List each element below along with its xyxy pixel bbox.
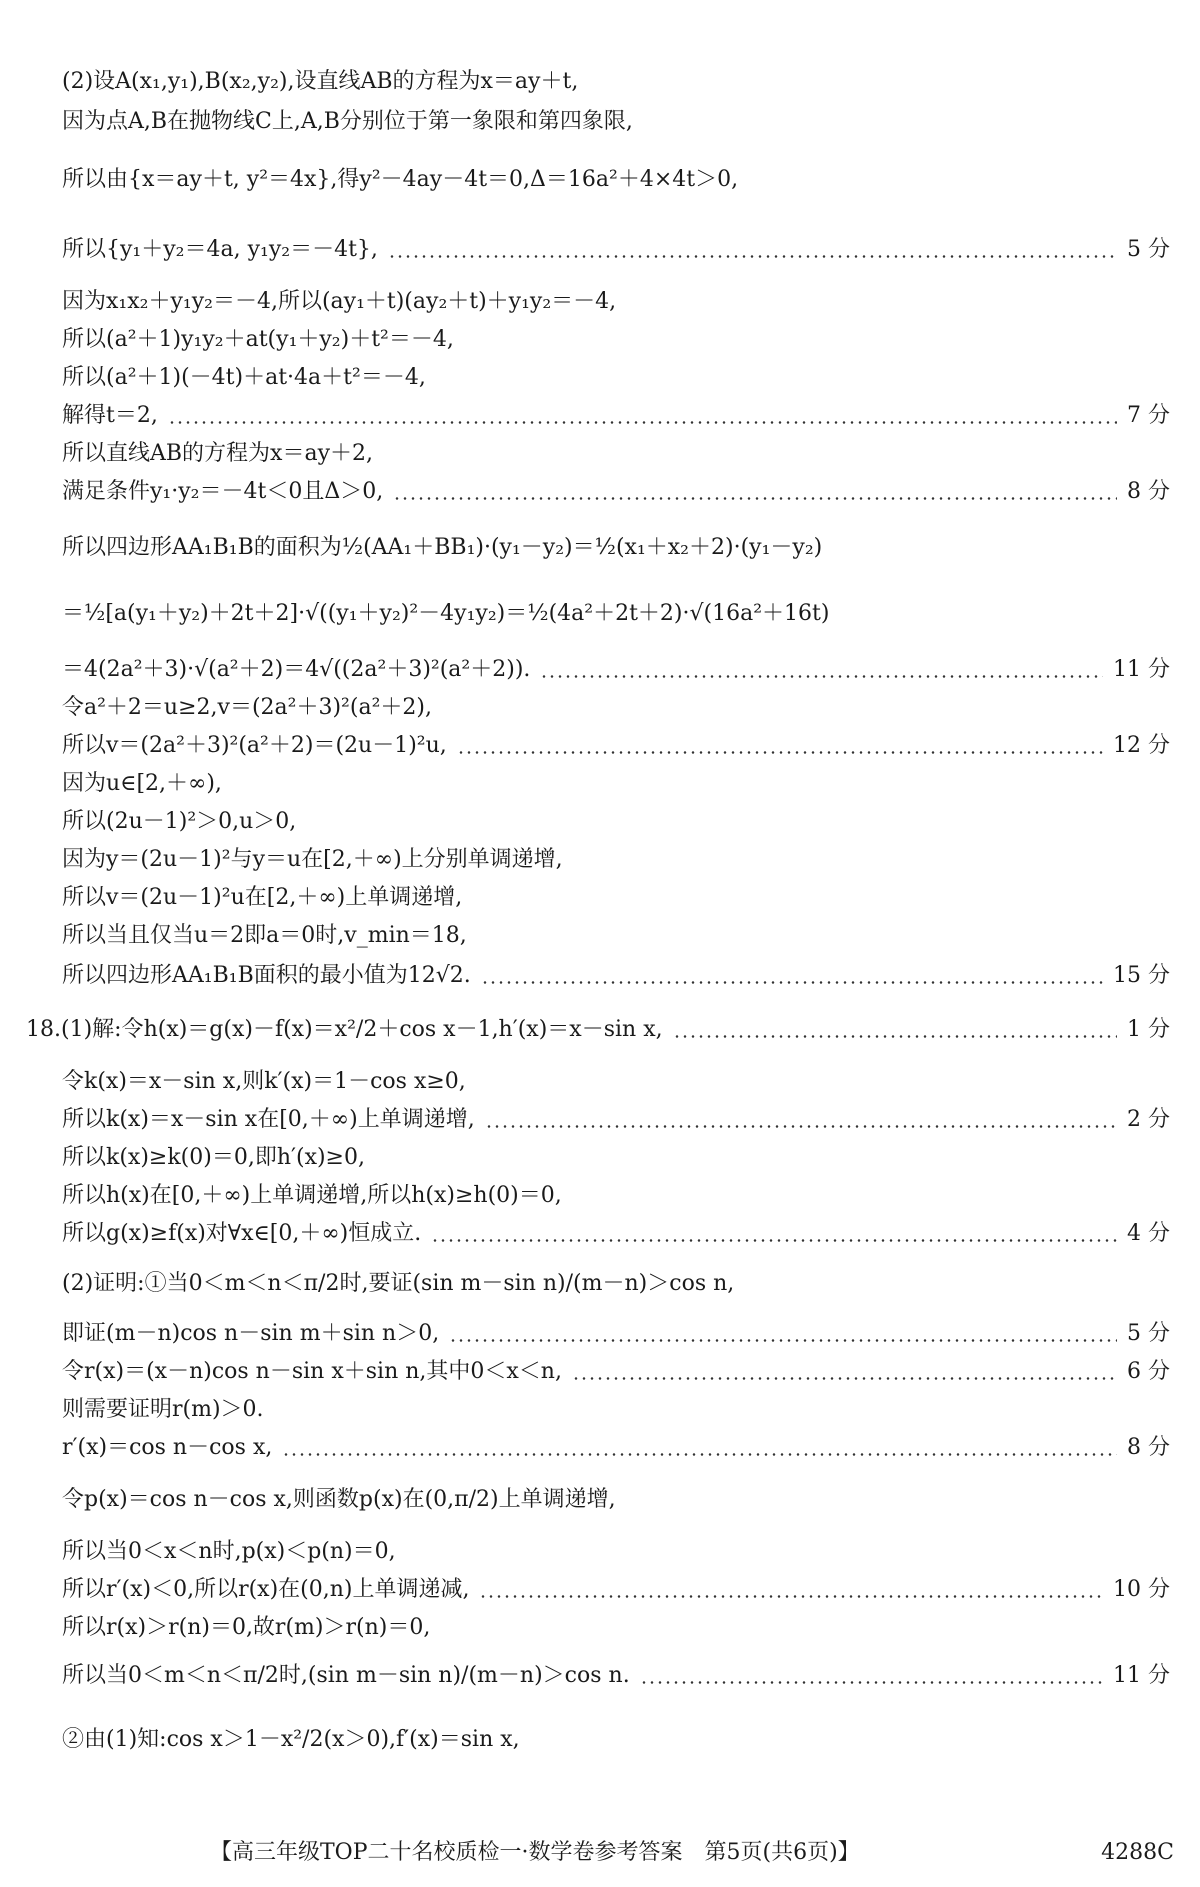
line-text: 所以由{x＝ay＋t, y²＝4x},得y²－4ay－4t＝0,Δ＝16a²＋4×4t＞0, <box>62 167 739 192</box>
solution-line <box>62 1269 1170 1299</box>
solution-line <box>62 235 1170 265</box>
line-text: 所以v＝(2a²＋3)²(a²＋2)＝(2u－1)²u, <box>62 733 447 758</box>
solution-line <box>62 655 1170 685</box>
line-text: (2)设A(x₁,y₁),B(x₂,y₂),设直线AB的方程为x＝ay＋t, <box>62 69 579 94</box>
solution-line <box>62 1395 1170 1425</box>
solution-line <box>62 921 1170 951</box>
line-text: 所以(a²＋1)(－4t)＋at·4a＋t²＝－4, <box>62 365 426 390</box>
solution-line <box>62 401 1170 431</box>
line-text: 令p(x)＝cos n－cos x,则函数p(x)在(0,π/2)上单调递增, <box>62 1487 616 1512</box>
solution-line <box>62 67 1170 97</box>
dot-leader <box>540 675 1103 678</box>
line-text: 即证(m－n)cos n－sin m＋sin n＞0, <box>62 1321 440 1346</box>
line-text: 令a²＋2＝u≥2,v＝(2a²＋3)²(a²＋2), <box>62 695 432 720</box>
line-text: (2)证明:①当0＜m＜n＜π/2时,要证(sin m－sin n)/(m－n)＞cos n, <box>62 1271 735 1296</box>
solution-line <box>62 1485 1170 1515</box>
line-text: 所以k(x)＝x－sin x在[0,＋∞)上单调递增, <box>62 1107 475 1132</box>
solution-line <box>62 1725 1170 1755</box>
solution-line <box>62 165 1170 195</box>
line-text: 所以(a²＋1)y₁y₂＋at(y₁＋y₂)＋t²＝－4, <box>62 327 454 352</box>
line-text: 18.(1)解:令h(x)＝g(x)－f(x)＝x²/2＋cos x－1,h′(x)＝x－sin x, <box>26 1017 663 1042</box>
line-text: 所以g(x)≥f(x)对∀x∈[0,＋∞)恒成立. <box>62 1221 422 1246</box>
solution-line <box>62 693 1170 723</box>
line-text: 所以r(x)＞r(n)＝0,故r(m)＞r(n)＝0, <box>62 1615 431 1640</box>
score-label: 12 分 <box>1113 733 1170 758</box>
line-text: 所以四边形AA₁B₁B面积的最小值为12√2. <box>62 963 471 988</box>
solution-line <box>62 439 1170 469</box>
score-label: 5 分 <box>1127 1321 1170 1346</box>
solution-line <box>62 961 1170 991</box>
score-label: 11 分 <box>1113 657 1170 682</box>
solution-line <box>62 1181 1170 1211</box>
dot-leader <box>431 1239 1117 1242</box>
solution-line <box>62 533 1170 563</box>
dot-leader <box>457 751 1103 754</box>
line-text: 因为u∈[2,＋∞), <box>62 771 222 796</box>
solution-line <box>62 1219 1170 1249</box>
line-text: 所以(2u－1)²＞0,u＞0, <box>62 809 297 834</box>
line-text: 满足条件y₁·y₂＝－4t＜0且Δ＞0, <box>62 479 384 504</box>
solution-line <box>26 1015 1170 1045</box>
solution-line <box>62 807 1170 837</box>
solution-line <box>62 769 1170 799</box>
score-label: 11 分 <box>1113 1663 1170 1688</box>
line-text: 所以当0＜m＜n＜π/2时,(sin m－sin n)/(m－n)＞cos n. <box>62 1663 630 1688</box>
line-text: 所以四边形AA₁B₁B的面积为½(AA₁＋BB₁)·(y₁－y₂)＝½(x₁＋x₂＋2)·(y₁－y₂) <box>62 535 823 560</box>
solution-line <box>62 325 1170 355</box>
line-text: ＝½[a(y₁＋y₂)＋2t＋2]·√((y₁＋y₂)²－4y₁y₂)＝½(4a²＋2t＋2)·√(16a²＋16t) <box>62 601 830 626</box>
line-text: r′(x)＝cos n－cos x, <box>62 1435 273 1460</box>
solution-line <box>62 599 1170 629</box>
line-text: 所以k(x)≥k(0)＝0,即h′(x)≥0, <box>62 1145 365 1170</box>
solution-line <box>62 287 1170 317</box>
dot-leader <box>479 1595 1103 1598</box>
line-text: ②由(1)知:cos x＞1－x²/2(x＞0),f′(x)＝sin x, <box>62 1727 520 1752</box>
line-text: 则需要证明r(m)＞0. <box>62 1397 264 1422</box>
line-text: 令k(x)＝x－sin x,则k′(x)＝1－cos x≥0, <box>62 1069 466 1094</box>
line-text: 所以h(x)在[0,＋∞)上单调递增,所以h(x)≥h(0)＝0, <box>62 1183 562 1208</box>
dot-leader <box>673 1035 1117 1038</box>
solution-line <box>62 363 1170 393</box>
line-text: 所以r′(x)＜0,所以r(x)在(0,n)上单调递减, <box>62 1577 470 1602</box>
line-text: 所以当0＜x＜n时,p(x)＜p(n)＝0, <box>62 1539 396 1564</box>
line-text: 所以直线AB的方程为x＝ay＋2, <box>62 441 373 466</box>
line-text: 因为y＝(2u－1)²与y＝u在[2,＋∞)上分别单调递增, <box>62 847 563 872</box>
line-text: 解得t＝2, <box>62 403 158 428</box>
line-text: 所以当且仅当u＝2即a＝0时,v_min＝18, <box>62 923 467 948</box>
solution-line <box>62 477 1170 507</box>
dot-leader <box>168 421 1117 424</box>
line-text: 所以v＝(2u－1)²u在[2,＋∞)上单调递增, <box>62 885 463 910</box>
score-label: 15 分 <box>1113 963 1170 988</box>
solution-line <box>62 1105 1170 1135</box>
line-text: 所以{y₁＋y₂＝4a, y₁y₂＝－4t}, <box>62 237 378 262</box>
score-label: 8 分 <box>1127 1435 1170 1460</box>
solution-line <box>62 1143 1170 1173</box>
solution-line <box>62 1537 1170 1567</box>
dot-leader <box>640 1681 1103 1684</box>
solution-line <box>62 1575 1170 1605</box>
solution-line <box>62 1357 1170 1387</box>
solution-line <box>62 1433 1170 1463</box>
solution-line <box>62 731 1170 761</box>
dot-leader <box>481 981 1103 984</box>
line-text: 因为x₁x₂＋y₁y₂＝－4,所以(ay₁＋t)(ay₂＋t)＋y₁y₂＝－4, <box>62 289 617 314</box>
solution-line <box>62 845 1170 875</box>
page-footer <box>0 1838 1200 1868</box>
score-label: 2 分 <box>1127 1107 1170 1132</box>
score-label: 4 分 <box>1127 1221 1170 1246</box>
score-label: 8 分 <box>1127 479 1170 504</box>
paper-code: 4288C <box>1101 1840 1174 1865</box>
line-text: ＝4(2a²＋3)·√(a²＋2)＝4√((2a²＋3)²(a²＋2)). <box>62 657 531 682</box>
dot-leader <box>485 1125 1117 1128</box>
solution-line <box>62 1067 1170 1097</box>
dot-leader <box>393 497 1117 500</box>
solution-line <box>62 1613 1170 1643</box>
dot-leader <box>449 1339 1117 1342</box>
line-text: 令r(x)＝(x－n)cos n－sin x＋sin n,其中0＜x＜n, <box>62 1359 562 1384</box>
score-label: 6 分 <box>1127 1359 1170 1384</box>
score-label: 7 分 <box>1127 403 1170 428</box>
footer-title: 【高三年级TOP二十名校质检一·数学卷参考答案 第5页(共6页)】 <box>210 1840 860 1865</box>
dot-leader <box>572 1377 1117 1380</box>
score-label: 5 分 <box>1127 237 1170 262</box>
solution-line <box>62 1319 1170 1349</box>
score-label: 10 分 <box>1113 1577 1170 1602</box>
solution-line <box>62 883 1170 913</box>
dot-leader <box>282 1453 1117 1456</box>
solution-line <box>62 1661 1170 1691</box>
solution-line <box>62 107 1170 137</box>
dot-leader <box>388 255 1117 258</box>
score-label: 1 分 <box>1127 1017 1170 1042</box>
line-text: 因为点A,B在抛物线C上,A,B分别位于第一象限和第四象限, <box>62 109 633 134</box>
